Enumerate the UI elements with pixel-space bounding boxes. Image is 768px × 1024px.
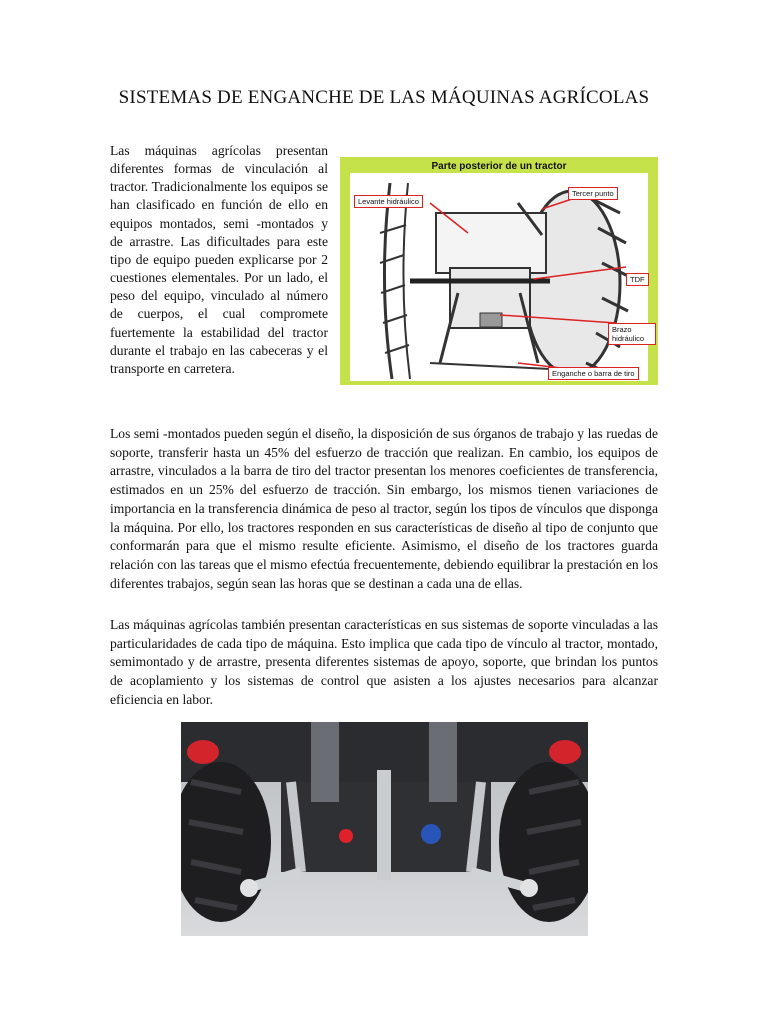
paragraph-support: Las máquinas agrícolas también presentan características en sus sistemas de soporte vinculadas a las particularidades de cada tipo de máquina. Esto implica que cada tipo de vínculo al tractor, montado, semimontado y de arrastre, presenta diferentes sistemas de apoyo, soporte, que brindan los puntos de acoplamiento y los sistemas de control que asisten a los ajustes necesarios para alcanzar eficiencia en labor. — [110, 617, 658, 707]
label-tercer-punto: Tercer punto — [568, 187, 618, 200]
paragraph-transfer: Los semi -montados pueden según el diseño, la disposición de sus órganos de trabajo y las ruedas de soporte, transferir hasta un 45% del esfuerzo de tracción que realizan. En cambio, los equipos de arrastre, vinculados a la barra de tiro del tractor presentan los menores coeficientes de transferencia, estimados en un 25% del esfuerzo de tracción. Sin embargo, los mismos tienen variaciones de importancia en la transferencia dinámica de peso al tractor, según los tipos de vínculos que disponga la máquina. Por ello, los tractores responden en sus características de diseño al tipo de conjunto que conformarán para que el mismo resulte eficiente. Asimismo, el diseño de los tractores guarda relación con las tareas que el mismo efectúa frecuentemente, debiendo equilibrar la prestación en los diferentes trabajos, según sean las horas que se destinan a cada una de ellas. — [110, 426, 658, 591]
label-levante-hidraulico: Levante hidráulico — [354, 195, 423, 208]
figure-caption: Parte posterior de un tractor — [431, 161, 567, 172]
label-tdf: TDF — [626, 273, 649, 286]
housing-drawing — [436, 213, 546, 273]
tractor-hitch-photo — [181, 722, 588, 936]
label-brazo-hidraulico: Brazo hidráulico — [608, 323, 656, 345]
tractor-rear-diagram — [340, 157, 658, 385]
paragraph-intro: Las máquinas agrícolas presentan diferentes formas de vinculación al tractor. Tradicionalmente los equipos se han clasificado en función de ello en equipos montados, semi -montados y de arrastre. Las dificultades para este tipo de equipo pueden explicarse por 2 cuestiones elementales. Por un lado, el peso del equipo, vinculado al número de cuerpos, el cual compromete fuertemente la estabilidad del tractor durante el trabajo en las cabeceras y el transporte en carretera. — [110, 143, 328, 376]
label-enganche: Enganche o barra de tiro — [548, 367, 639, 380]
page-title: SISTEMAS DE ENGANCHE DE LAS MÁQUINAS AGRÍCOLAS — [118, 87, 650, 108]
